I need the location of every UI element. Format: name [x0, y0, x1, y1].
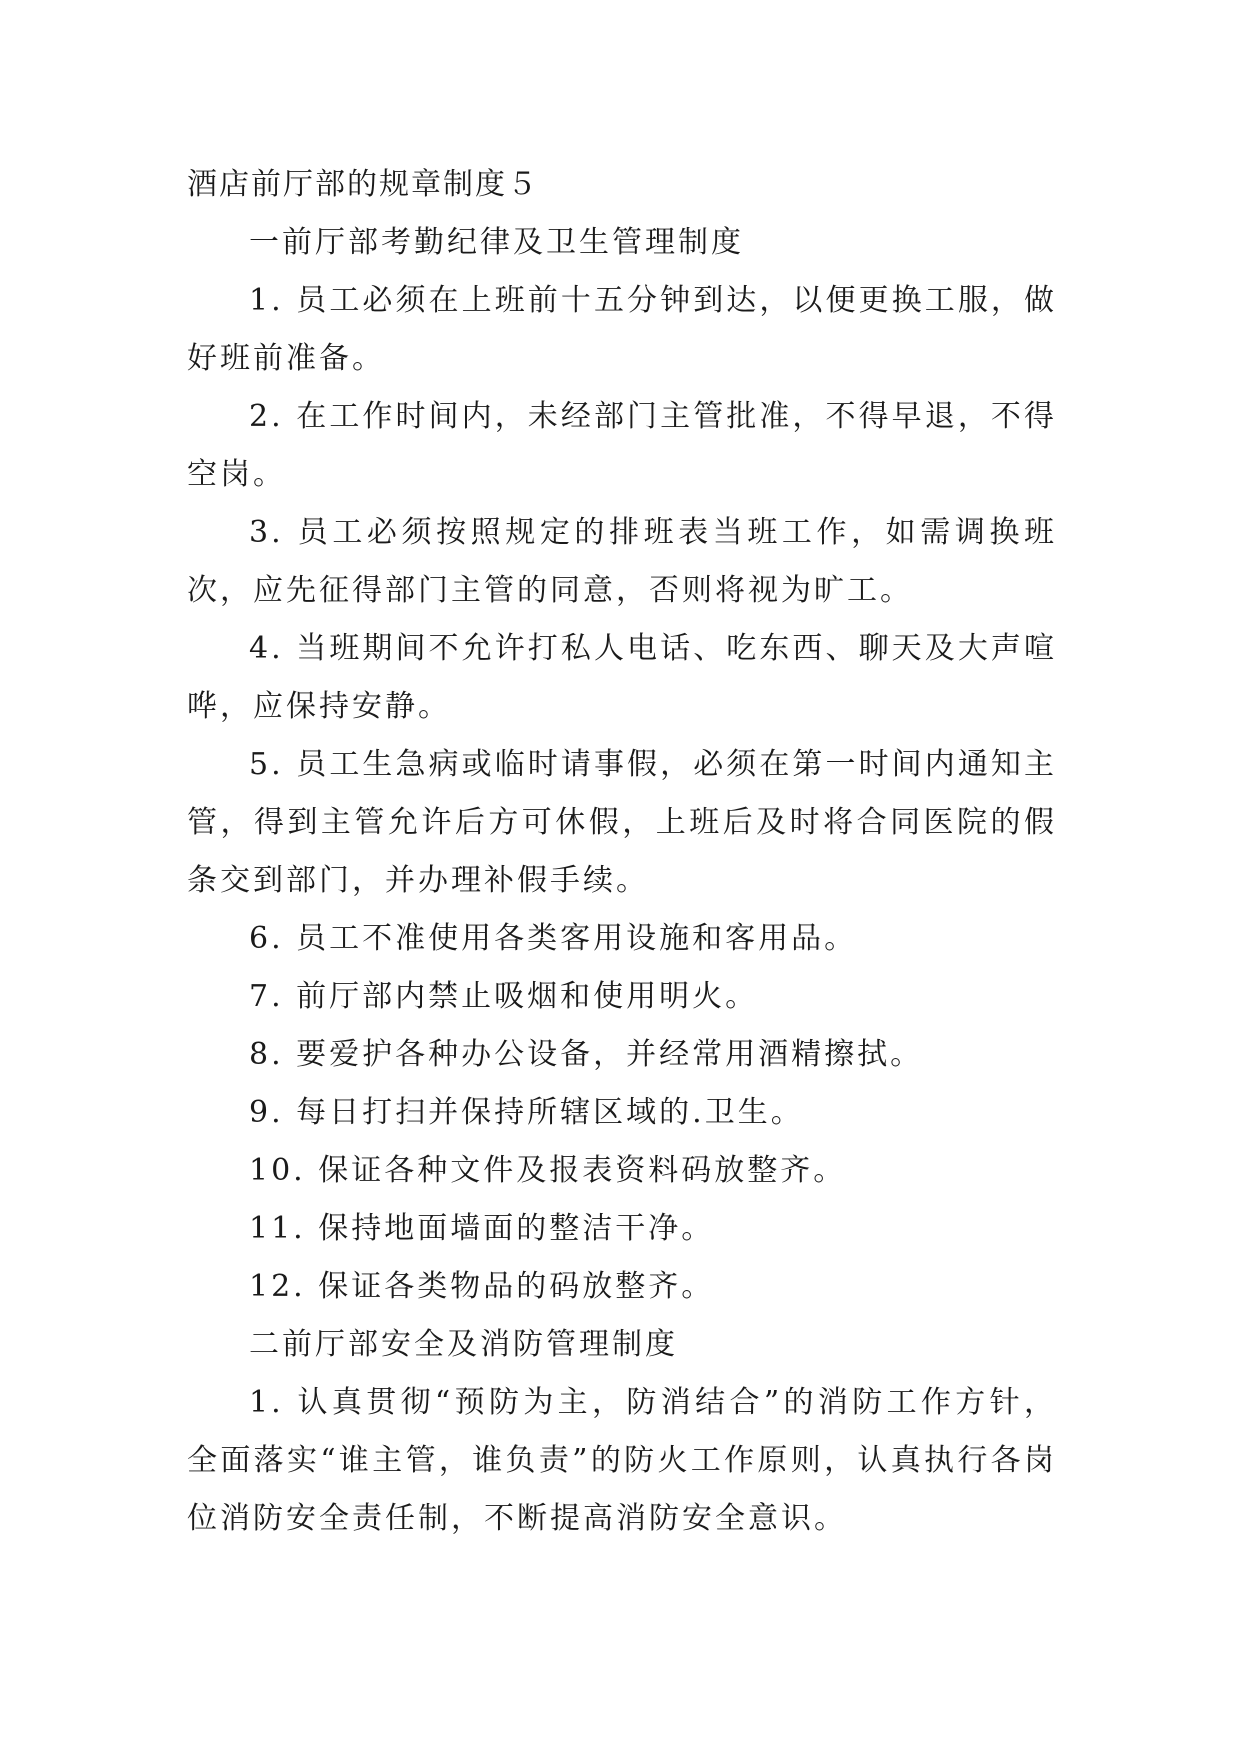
document-title: 酒店前厅部的规章制度５	[187, 167, 539, 202]
rule-item: 5. 员工生急病或临时请事假，必须在第一时间内通知主管，得到主管允许后方可休假，上班后及时将合同医院的假条交到部门，并办理补假手续。	[187, 747, 1057, 898]
rule-item: 3. 员工必须按照规定的排班表当班工作，如需调换班次，应先征得部门主管的同意，否则将视为旷工。	[187, 515, 1057, 608]
section-heading-attendance-hygiene: 一前厅部考勤纪律及卫生管理制度	[249, 225, 744, 260]
rule-item: 12. 保证各类物品的码放整齐。	[249, 1269, 715, 1304]
section-heading-safety-fire: 二前厅部安全及消防管理制度	[249, 1327, 678, 1362]
rule-item: 4. 当班期间不允许打私人电话、吃东西、聊天及大声喧哗，应保持安静。	[187, 631, 1057, 724]
rule-item: 11. 保持地面墙面的整洁干净。	[249, 1211, 715, 1246]
rule-item: 6. 员工不准使用各类客用设施和客用品。	[249, 921, 858, 956]
rule-item: 7. 前厅部内禁止吸烟和使用明火。	[249, 979, 759, 1014]
rule-item: 1. 员工必须在上班前十五分钟到达，以便更换工服，做好班前准备。	[187, 283, 1057, 376]
rule-item: 10. 保证各种文件及报表资料码放整齐。	[249, 1153, 847, 1188]
rule-item: 9. 每日打扫并保持所辖区域的.卫生。	[249, 1095, 804, 1130]
rule-item: 1. 认真贯彻“预防为主，防消结合”的消防工作方针，全面落实“谁主管，谁负责”的防火工作原则，认真执行各岗位消防安全责任制，不断提高消防安全意识。	[187, 1385, 1057, 1536]
rule-item: 2. 在工作时间内，未经部门主管批准，不得早退，不得空岗。	[187, 399, 1057, 492]
rule-item: 8. 要爱护各种办公设备，并经常用酒精擦拭。	[249, 1037, 924, 1072]
document-body	[187, 156, 1057, 1548]
